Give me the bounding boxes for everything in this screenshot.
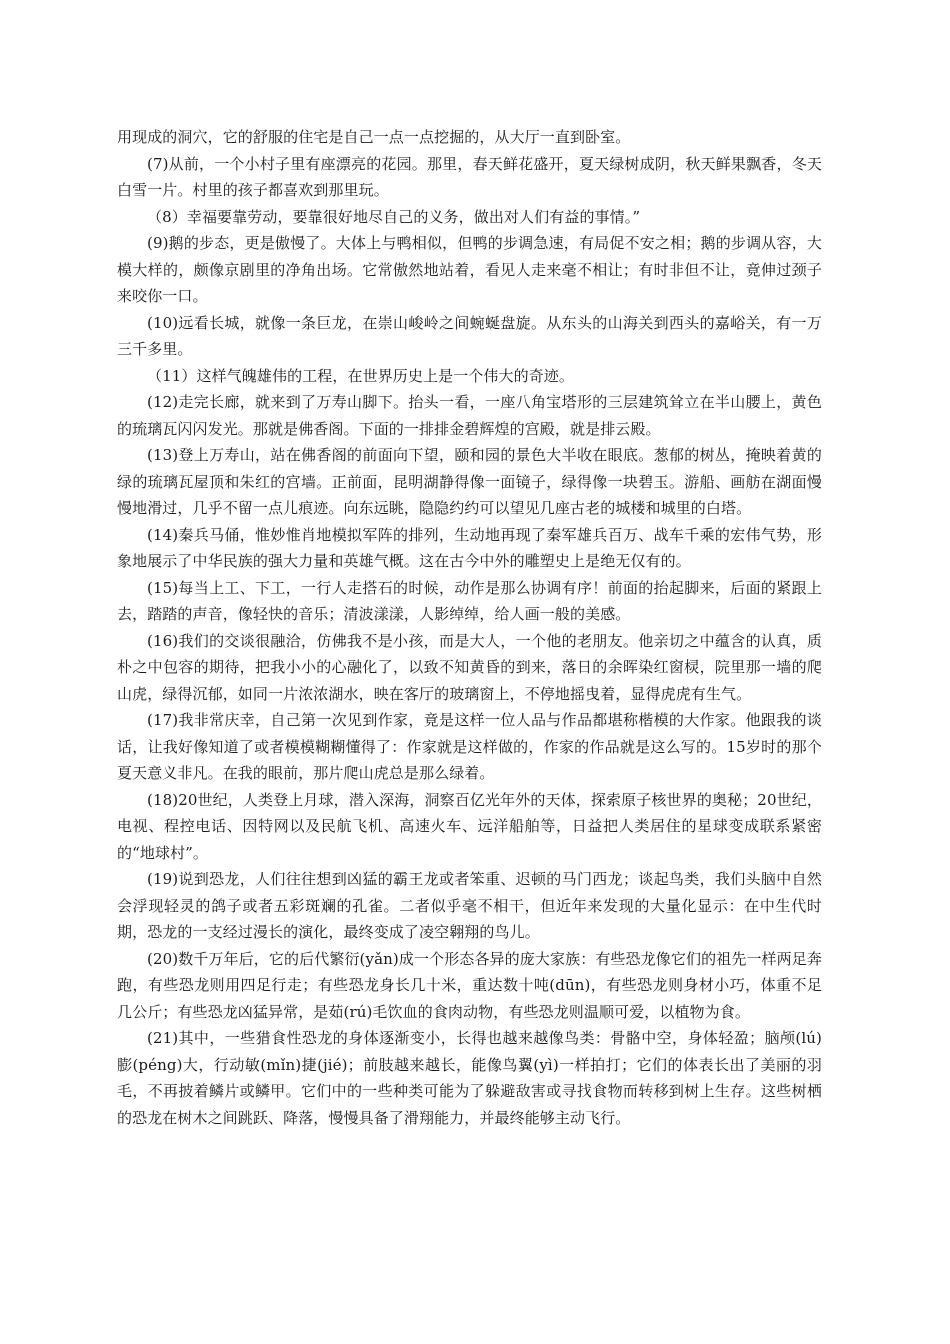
paragraph-18: (18)20世纪，人类登上月球，潜入深海，洞察百亿光年外的天体，探索原子核世界的奥秘；20世纪，电视、程控电话、因特网以及民航飞机、高速火车、远洋船舶等，日益把人类居住的星球变成联系紧密的“地球村”。 xyxy=(117,790,822,862)
paragraph-13: (13)登上万寿山，站在佛香阁的前面向下望，颐和园的景色大半收在眼底。葱郁的树丛，掩映着黄的绿的琉璃瓦屋顶和朱红的宫墙。正前面，昆明湖静得像一面镜子，绿得像一块碧玉。游船、画舫在湖面慢慢地滑过，几乎不留一点儿痕迹。向东远眺，隐隐约约可以望见几座古老的城楼和城里的白塔。 xyxy=(117,446,822,517)
paragraph-10: (10)远看长城，就像一条巨龙，在崇山峻岭之间蜿蜒盘旋。从东头的山海关到西头的嘉峪关，有一万三千多里。 xyxy=(117,313,822,358)
paragraph-continuation: 用现成的洞穴，它的舒服的住宅是自己一点一点挖掘的，从大厅一直到卧室。 xyxy=(117,128,631,146)
paragraph-11: （11）这样气魄雄伟的工程，在世界历史上是一个伟大的奇迹。 xyxy=(147,366,574,385)
paragraph-19: (19)说到恐龙，人们往往想到凶猛的霸王龙或者笨重、迟顿的马门西龙；谈起鸟类，我们头脑中自然会浮现轻灵的鸽子或者五彩斑斓的孔雀。二者似乎毫不相干，但近年来发现的大量化显示：在中生代时期，恐龙的一支经过漫长的演化，最终变成了凌空翱翔的鸟儿。 xyxy=(117,870,822,941)
paragraph-9: (9)鹅的步态，更是傲慢了。大体上与鸭相似，但鸭的步调急速，有局促不安之相；鹅的步调从容，大模大样的，颇像京剧里的净角出场。它常傲然地站着，看见人走来毫不相让；有时非但不让，竟伸过颈子来咬你一口。 xyxy=(117,234,822,305)
paragraph-17: (17)我非常庆幸，自己第一次见到作家，竟是这样一位人品与作品都堪称楷模的大作家。他跟我的谈话，让我好像知道了或者模模糊糊懂得了：作家就是这样做的，作家的作品就是这么写的。15岁时的那个夏天意义非凡。在我的眼前，那片爬山虎总是那么绿着。 xyxy=(117,711,822,782)
paragraph-20: (20)数千万年后，它的后代繁衍(yǎn)成一个形态各异的庞大家族：有些恐龙像它们的祖先一样两足奔跑，有些恐龙则用四足行走；有些恐龙身长几十米，重达数十吨(dūn)，有些恐龙则身材小巧，体重不足几公斤；有些恐龙凶猛异常，是茹(rú)毛饮血的食肉动物，有些恐龙则温顺可爱，以植物为食。 xyxy=(117,949,822,1021)
paragraph-16: (16)我们的交谈很融洽，仿佛我不是小孩，而是大人，一个他的老朋友。他亲切之中蕴含的认真，质朴之中包容的期待，把我小小的心融化了，以致不知黄昏的到来，落日的余晖染红窗棂，院里那一墙的爬山虎，绿得沉郁，如同一片浓浓湖水，映在客厅的玻璃窗上，不停地摇曳着，显得虎虎有生气。 xyxy=(117,631,822,703)
paragraph-8: （8）幸福要靠劳动，要靠很好地尽自己的义务，做出对人们有益的事情。” xyxy=(147,207,641,226)
paragraph-7: (7)从前，一个小村子里有座漂亮的花园。那里，春天鲜花盛开，夏天绿树成阴，秋天鲜果飘香，冬天白雪一片。村里的孩子都喜欢到那里玩。 xyxy=(117,154,822,199)
paragraph-14: (14)秦兵马俑，惟妙惟肖地模拟军阵的排列，生动地再现了秦军雄兵百万、战车千乘的宏伟气势，形象地展示了中华民族的强大力量和英雄气概。这在古今中外的雕塑史上是绝无仅有的。 xyxy=(117,525,822,570)
paragraph-21: (21)其中，一些猎食性恐龙的身体逐渐变小，长得也越来越像鸟类：骨骼中空，身体轻盈；脑颅(lú)膨(péng)大，行动敏(mǐn)捷(jié)；前肢越来越长，能像鸟翼(yì)一样拍打；它们的体表长出了美丽的羽毛，不再披着鳞片或鳞甲。它们中的一些种类可能为了躲避敌害或寻找食物而转移到树上生存。这些树栖的恐龙在树木之间跳跃、降落，慢慢具备了滑翔能力，并最终能够主动飞行。 xyxy=(117,1029,822,1127)
document-body xyxy=(117,124,822,1131)
paragraph-15: (15)每当上工、下工，一行人走搭石的时候，动作是那么协调有序！前面的抬起脚来，后面的紧跟上去，踏踏的声音，像轻快的音乐；清波漾漾，人影绰绰，给人画一般的美感。 xyxy=(117,578,822,623)
paragraph-12: (12)走完长廊，就来到了万寿山脚下。抬头一看，一座八角宝塔形的三层建筑耸立在半山腰上，黄色的琉璃瓦闪闪发光。那就是佛香阁。下面的一排排金碧辉煌的宫殿，就是排云殿。 xyxy=(117,393,822,438)
